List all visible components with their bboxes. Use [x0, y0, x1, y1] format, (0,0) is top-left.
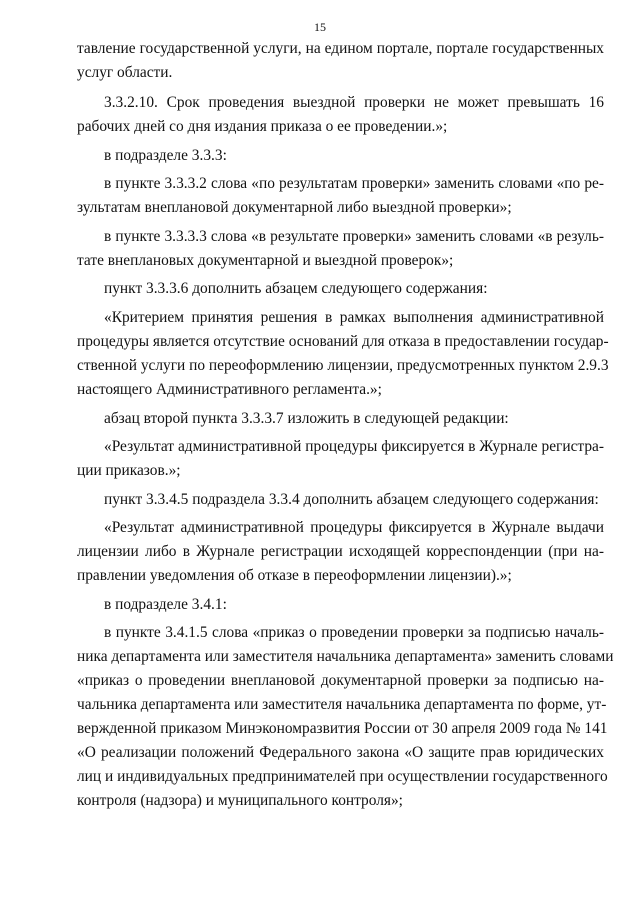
page-number: 15	[314, 20, 326, 34]
text-line: лицензии либо в Журнале регистрации исходящей корреспонденции (при на-	[77, 543, 604, 560]
text-line: правлении уведомления об отказе в переоформлении лицензии).»;	[77, 567, 512, 584]
text-line: в пункте 3.4.1.5 слова «приказ о проведении проверки за подписью началь-	[104, 624, 604, 641]
text-line: зультатам внеплановой документарной либо выездной проверки»;	[77, 199, 512, 216]
text-line: пункт 3.3.3.6 дополнить абзацем следующего содержания:	[104, 280, 488, 297]
text-line: услуг области.	[77, 64, 173, 81]
text-line: «Результат административной процедуры фиксируется в Журнале регистра-	[104, 438, 604, 455]
text-line: «О реализации положений Федерального закона «О защите прав юридических	[77, 744, 604, 761]
text-line: тате внеплановых документарной и выездной проверок»;	[77, 252, 454, 269]
text-line: пункт 3.3.4.5 подраздела 3.3.4 дополнить абзацем следующего содержания:	[104, 491, 599, 508]
text-line: абзац второй пункта 3.3.3.7 изложить в следующей редакции:	[104, 410, 509, 427]
text-line: 3.3.2.10. Срок проведения выездной проверки не может превышать 16	[104, 94, 604, 111]
text-line: чальника департамента или заместителя начальника департамента по форме, ут-	[77, 696, 607, 713]
text-line: в подразделе 3.3.3:	[104, 147, 227, 164]
text-line: рабочих дней со дня издания приказа о ее проведении.»;	[77, 118, 448, 135]
text-line: «Критерием принятия решения в рамках выполнения административной	[104, 309, 604, 326]
text-line: тавление государственной услуги, на едином портале, портале государственных	[77, 40, 604, 57]
text-line: в пункте 3.3.3.2 слова «по результатам проверки» заменить словами «по ре-	[104, 175, 604, 192]
text-line: лиц и индивидуальных предпринимателей при осуществлении государственного	[77, 768, 608, 785]
text-line: в подразделе 3.4.1:	[104, 596, 227, 613]
text-line: ственной услуги по переоформлению лицензии, предусмотренных пунктом 2.9.3	[77, 357, 609, 374]
text-line: ции приказов.»;	[77, 462, 181, 479]
text-line: процедуры является отсутствие оснований для отказа в предоставлении государ-	[77, 333, 609, 350]
text-line: «Результат административной процедуры фиксируется в Журнале выдачи	[104, 519, 604, 536]
text-line: ника департамента или заместителя начальника департамента» заменить словами	[77, 648, 614, 665]
text-line: контроля (надзора) и муниципального контроля»;	[77, 792, 403, 809]
text-line: настоящего Административного регламента.»;	[77, 381, 382, 398]
text-line: вержденной приказом Минэкономразвития России от 30 апреля 2009 года № 141	[77, 720, 608, 737]
text-line: в пункте 3.3.3.3 слова «в результате проверки» заменить словами «в резуль-	[104, 228, 604, 245]
text-line: «приказ о проведении внеплановой документарной проверки за подписью на-	[77, 672, 604, 689]
